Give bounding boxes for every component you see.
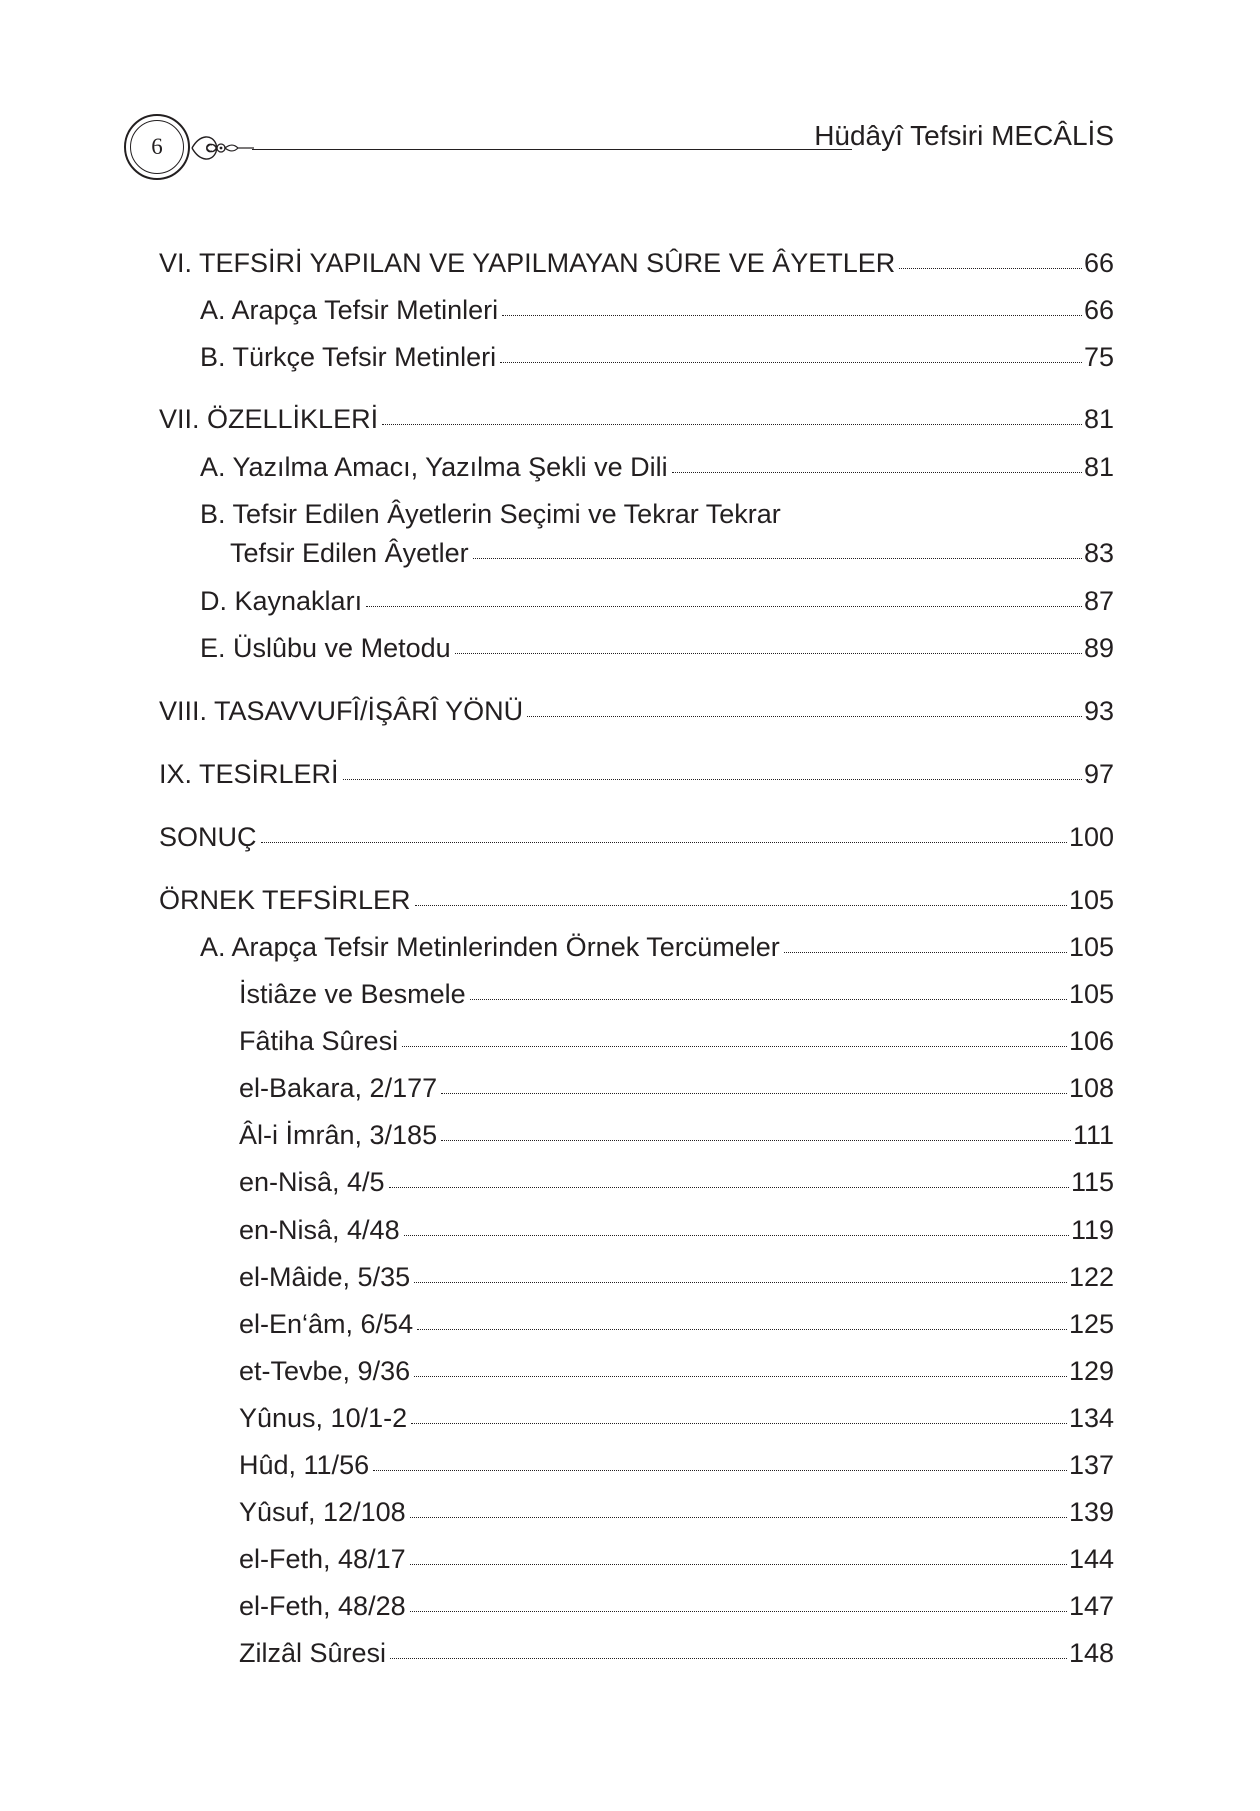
toc-entry-label: el-En‘âm, 6/54 xyxy=(239,1309,414,1339)
toc-entry[interactable] xyxy=(200,340,1114,374)
toc-entry-page: 111 xyxy=(1072,1120,1114,1150)
dot-leader xyxy=(411,1423,1067,1424)
toc-entry-label: VII. ÖZELLİKLERİ xyxy=(159,404,379,434)
toc-entry[interactable] xyxy=(200,584,1114,618)
floral-ornament-icon xyxy=(190,128,254,168)
toc-entry-page: 144 xyxy=(1068,1544,1114,1574)
dot-leader xyxy=(414,1282,1067,1283)
toc-entry-label: İstiâze ve Besmele xyxy=(239,979,466,1009)
toc-entry-page: 66 xyxy=(1083,248,1114,278)
dot-leader xyxy=(784,952,1067,953)
toc-entry[interactable] xyxy=(239,1307,1114,1341)
dot-leader xyxy=(402,1046,1067,1047)
toc-entry-label: Tefsir Edilen Âyetler xyxy=(230,538,469,568)
dot-leader xyxy=(899,268,1082,269)
toc-entry-label: A. Arapça Tefsir Metinlerinden Örnek Tercümeler xyxy=(200,932,780,962)
toc-entry[interactable] xyxy=(239,1589,1114,1623)
toc-entry-page: 108 xyxy=(1068,1073,1114,1103)
toc-entry-label: Zilzâl Sûresi xyxy=(239,1638,387,1668)
toc-entry-label: B. Türkçe Tefsir Metinleri xyxy=(200,342,497,372)
toc-entry-page: 100 xyxy=(1068,822,1114,852)
dot-leader xyxy=(500,362,1082,363)
toc-entry-page: 105 xyxy=(1068,885,1114,915)
toc-entry-label: VIII. TASAVVUFÎ/İŞÂRÎ YÖNÜ xyxy=(159,696,524,726)
toc-entry-label: et-Tevbe, 9/36 xyxy=(239,1356,411,1386)
toc-entry-page: 115 xyxy=(1070,1167,1114,1197)
toc-entry[interactable] xyxy=(200,631,1114,665)
toc-entry-page: 147 xyxy=(1068,1591,1114,1621)
toc-entry-page: 105 xyxy=(1068,932,1114,962)
toc-entry-page: 75 xyxy=(1083,342,1114,372)
toc-entry[interactable] xyxy=(239,1542,1114,1576)
toc-entry[interactable] xyxy=(239,1165,1114,1199)
toc-entry-label: el-Feth, 48/28 xyxy=(239,1591,406,1621)
toc-entry[interactable] xyxy=(200,293,1114,327)
toc-entry-page: 134 xyxy=(1068,1403,1114,1433)
toc-entry-label: Yûnus, 10/1-2 xyxy=(239,1403,408,1433)
toc-entry[interactable] xyxy=(239,1071,1114,1105)
toc-entry-page: 105 xyxy=(1068,979,1114,1009)
dot-leader xyxy=(390,1658,1067,1659)
toc-entry[interactable] xyxy=(239,1260,1114,1294)
dot-leader xyxy=(404,1235,1069,1236)
dot-leader xyxy=(414,1376,1067,1377)
dot-leader xyxy=(470,999,1067,1000)
page-number: 6 xyxy=(151,134,163,159)
dot-leader xyxy=(441,1093,1067,1094)
toc-entry[interactable] xyxy=(159,820,1114,854)
toc-entry-label: D. Kaynakları xyxy=(200,586,363,616)
dot-leader xyxy=(455,653,1082,654)
toc-entry[interactable] xyxy=(239,1024,1114,1058)
toc-entry[interactable] xyxy=(159,246,1114,280)
toc-entry-page: 148 xyxy=(1068,1638,1114,1668)
dot-leader xyxy=(410,1517,1067,1518)
page-header xyxy=(0,0,1260,200)
toc-entry[interactable] xyxy=(200,450,1114,484)
toc-entry-page: 83 xyxy=(1083,538,1114,568)
book-title: Hüdâyî Tefsiri MECÂLİS xyxy=(814,120,1114,151)
toc-entry-label: E. Üslûbu ve Metodu xyxy=(200,633,451,663)
toc-entry-page: 125 xyxy=(1068,1309,1114,1339)
toc-entry-label: Âl-i İmrân, 3/185 xyxy=(239,1120,438,1150)
toc-entry-page: 119 xyxy=(1070,1215,1114,1245)
toc-entry[interactable] xyxy=(239,977,1114,1011)
toc-entry-page: 87 xyxy=(1083,586,1114,616)
page-number-badge xyxy=(124,114,190,180)
toc-entry-page: 129 xyxy=(1068,1356,1114,1386)
toc-entry-page: 122 xyxy=(1068,1262,1114,1292)
toc-entry-label: Fâtiha Sûresi xyxy=(239,1026,399,1056)
toc-entry-label: ÖRNEK TEFSİRLER xyxy=(159,885,411,915)
toc-entry-page: 139 xyxy=(1068,1497,1114,1527)
toc-entry-label-line1: B. Tefsir Edilen Âyetlerin Seçimi ve Tekrar Tekrar xyxy=(200,499,781,529)
toc-entry-label: VI. TEFSİRİ YAPILAN VE YAPILMAYAN SÛRE VE ÂYETLER xyxy=(159,248,896,278)
toc-entry-page: 89 xyxy=(1083,633,1114,663)
toc-entry-label: en-Nisâ, 4/5 xyxy=(239,1167,385,1197)
toc-entry[interactable] xyxy=(239,1354,1114,1388)
dot-leader xyxy=(502,315,1082,316)
toc-entry[interactable] xyxy=(239,1401,1114,1435)
toc-entry-page: 66 xyxy=(1083,295,1114,325)
dot-leader xyxy=(261,842,1067,843)
toc-entry-label: Yûsuf, 12/108 xyxy=(239,1497,406,1527)
toc-entry-label: el-Feth, 48/17 xyxy=(239,1544,406,1574)
toc-entry-page: 137 xyxy=(1068,1450,1114,1480)
dot-leader xyxy=(473,558,1082,559)
dot-leader xyxy=(410,1564,1067,1565)
toc-entry-label: A. Yazılma Amacı, Yazılma Şekli ve Dili xyxy=(200,452,668,482)
dot-leader xyxy=(343,779,1082,780)
toc-entry[interactable] xyxy=(159,883,1114,917)
toc-entry-label: A. Arapça Tefsir Metinleri xyxy=(200,295,499,325)
toc-entry-page: 81 xyxy=(1083,404,1114,434)
toc-entry-label: en-Nisâ, 4/48 xyxy=(239,1215,400,1245)
toc-entry[interactable] xyxy=(230,536,1114,570)
toc-entry[interactable] xyxy=(200,930,1114,964)
toc-entry[interactable] xyxy=(239,1495,1114,1529)
toc-entry-label: el-Bakara, 2/177 xyxy=(239,1073,438,1103)
toc-entry[interactable] xyxy=(159,694,1114,728)
toc-entry-page: 106 xyxy=(1068,1026,1114,1056)
toc-entry[interactable] xyxy=(239,1636,1114,1670)
toc-entry[interactable] xyxy=(239,1448,1114,1482)
dot-leader xyxy=(415,905,1067,906)
dot-leader xyxy=(366,606,1082,607)
header-rule xyxy=(252,149,852,150)
toc-entry-page: 81 xyxy=(1083,452,1114,482)
dot-leader xyxy=(672,472,1082,473)
dot-leader xyxy=(389,1187,1069,1188)
dot-leader xyxy=(410,1611,1067,1612)
toc-entry-label: el-Mâide, 5/35 xyxy=(239,1262,411,1292)
toc-entry[interactable] xyxy=(159,402,1114,436)
toc-entry-page: 97 xyxy=(1083,759,1114,789)
dot-leader xyxy=(382,424,1082,425)
toc-entry-label: SONUÇ xyxy=(159,822,257,852)
dot-leader xyxy=(441,1140,1071,1141)
toc-entry[interactable] xyxy=(159,757,1114,791)
toc-entry-label: IX. TESİRLERİ xyxy=(159,759,339,789)
dot-leader xyxy=(527,716,1082,717)
toc-entry[interactable] xyxy=(239,1118,1114,1152)
toc-entry-label: Hûd, 11/56 xyxy=(239,1450,370,1480)
dot-leader xyxy=(417,1329,1067,1330)
toc-entry-page: 93 xyxy=(1083,696,1114,726)
dot-leader xyxy=(373,1470,1067,1471)
toc-entry[interactable] xyxy=(239,1213,1114,1247)
